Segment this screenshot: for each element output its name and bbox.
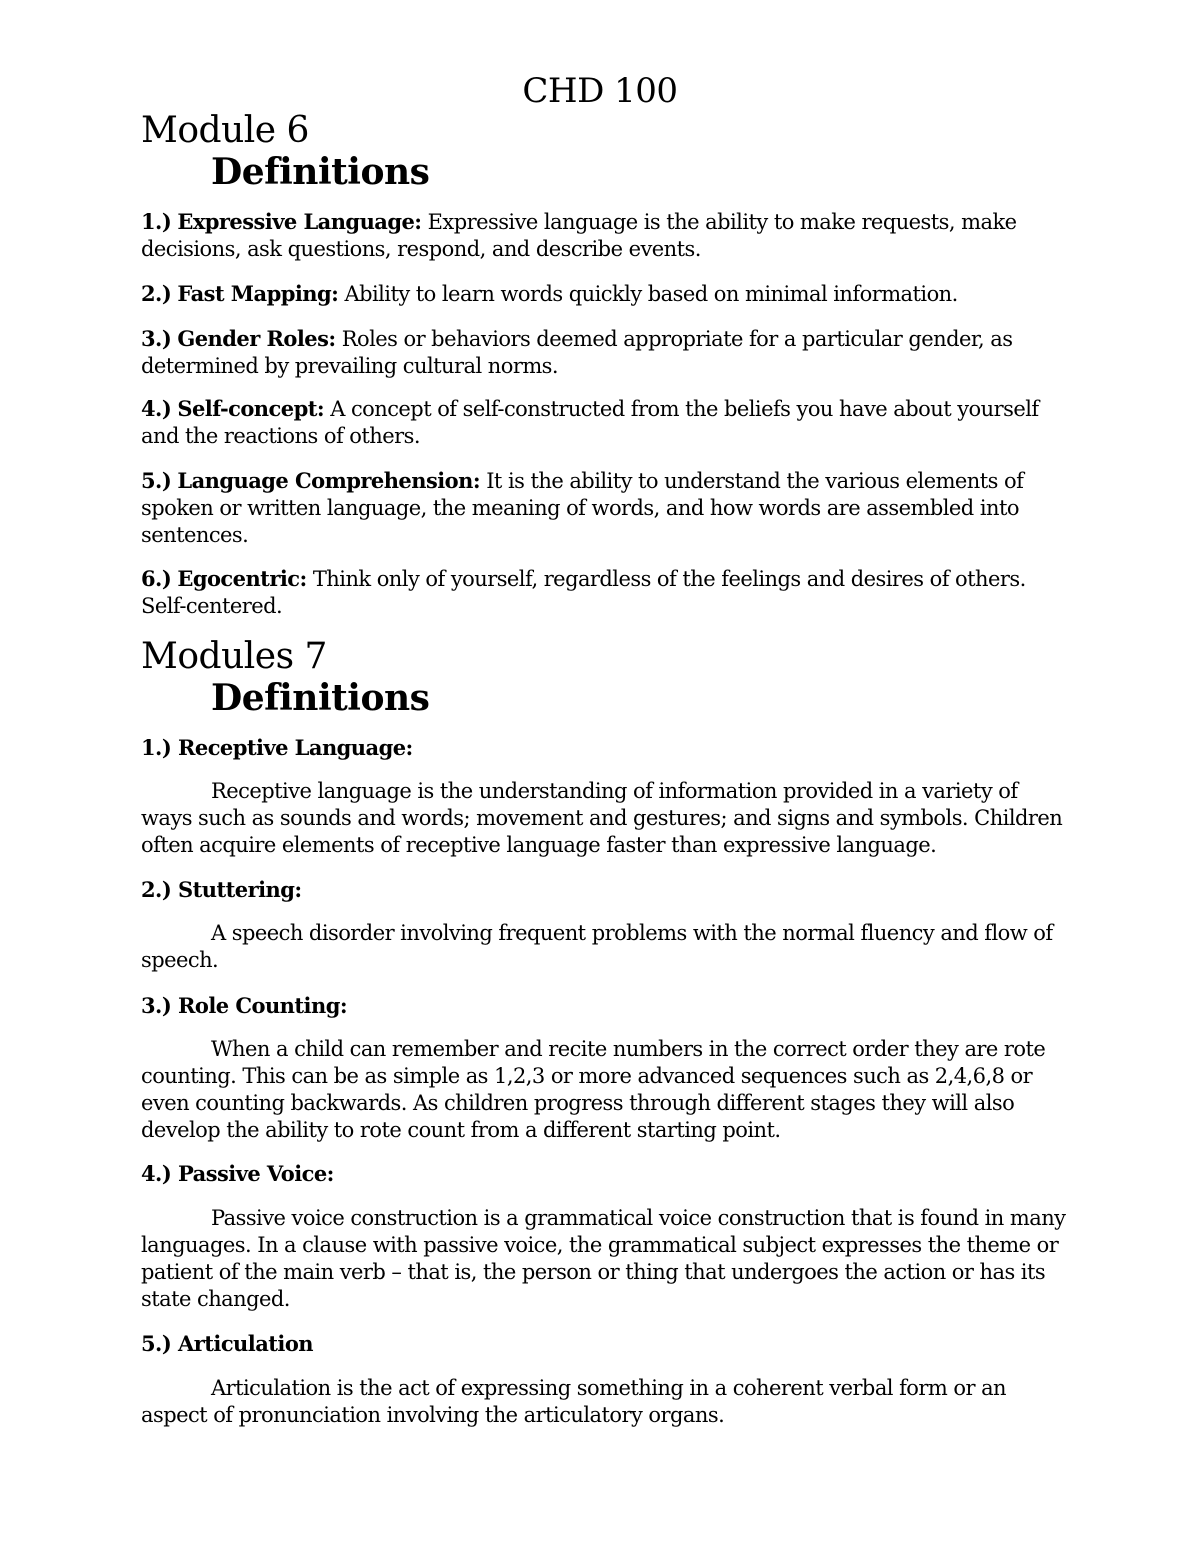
definition-number: 2.) (141, 877, 172, 902)
definition-role-counting-text: When a child can remember and recite numbers in the correct order they are rote counting. This can be as simple as 1,2,3 or more advanced sequences such as 2,4,6,8 or even counting backwards. As children progress through different stages they will also develop the ability to rote count from a different starting point. (141, 1037, 1046, 1142)
definition-number: 6.) (141, 566, 172, 591)
definition-language-comprehension (141, 467, 1071, 549)
module-7-heading: Modules 7 (141, 636, 327, 677)
definition-passive-voice-text: Passive voice construction is a grammatical voice construction that is found in many languages. In a clause with passive voice, the grammatical subject expresses the theme or patient of the main verb – that is, the person or thing that undergoes the action or has its state changed. (141, 1206, 1066, 1311)
definition-term: Language Comprehension: (177, 468, 481, 493)
definition-number: 1.) (141, 735, 172, 760)
definition-text: Ability to learn words quickly based on minimal information. (344, 282, 958, 306)
definition-term: Egocentric: (177, 566, 307, 591)
definition-term: Self-concept: (177, 396, 325, 421)
definition-egocentric (141, 565, 1071, 620)
definition-number: 1.) (141, 209, 172, 234)
module-6-heading: Module 6 (141, 110, 309, 151)
definition-text: It is the ability to understand the various elements of spoken or written language, the meaning of words, and how words are assembled into sentences. (141, 469, 1024, 547)
definition-receptive-language-term (141, 734, 413, 761)
definition-articulation-term (141, 1330, 313, 1357)
definition-number: 3.) (141, 993, 172, 1018)
definition-gender-roles (141, 325, 1071, 380)
definition-self-concept (141, 395, 1071, 450)
definition-articulation-text: Articulation is the act of expressing something in a coherent verbal form or an aspect of pronunciation involving the articulatory organs. (141, 1376, 1007, 1427)
definition-fast-mapping (141, 280, 1071, 308)
definition-term: Articulation (177, 1331, 314, 1356)
definition-term: Stuttering: (177, 877, 302, 902)
definition-term: Passive Voice: (177, 1161, 334, 1186)
definition-number: 4.) (141, 396, 172, 421)
definition-number: 5.) (141, 1331, 172, 1356)
definition-number: 2.) (141, 281, 172, 306)
definition-stuttering-text: A speech disorder involving frequent problems with the normal fluency and flow of speech. (141, 921, 1053, 972)
definition-term: Role Counting: (177, 993, 348, 1018)
definition-text: Think only of yourself, regardless of the feelings and desires of others. Self-centered. (141, 567, 1026, 618)
definition-expressive-language (141, 208, 1071, 263)
definition-text: Roles or behaviors deemed appropriate for a particular gender, as determined by prevailing cultural norms. (141, 327, 1013, 378)
definition-number: 5.) (141, 468, 172, 493)
definition-receptive-language-text: Receptive language is the understanding of information provided in a variety of ways such as sounds and words; movement and gestures; and signs and symbols. Children often acquire elements of receptive language faster than expressive language. (141, 779, 1063, 857)
definition-text: Expressive language is the ability to make requests, make decisions, ask questions, respond, and describe events. (141, 210, 1017, 261)
definition-number: 3.) (141, 326, 172, 351)
definition-stuttering-term (141, 876, 302, 903)
definition-term: Receptive Language: (177, 735, 413, 760)
definition-term: Expressive Language: (177, 209, 422, 234)
module-7-subheading: Definitions (211, 677, 430, 719)
document-title: CHD 100 (522, 71, 678, 111)
module-6-subheading: Definitions (211, 151, 430, 193)
definition-term: Fast Mapping: (177, 281, 339, 306)
definition-number: 4.) (141, 1161, 172, 1186)
definition-term: Gender Roles: (177, 326, 336, 351)
definition-role-counting-term (141, 992, 347, 1019)
definition-text: A concept of self-constructed from the beliefs you have about yourself and the reactions of others. (141, 397, 1039, 448)
definition-passive-voice-term (141, 1160, 334, 1187)
